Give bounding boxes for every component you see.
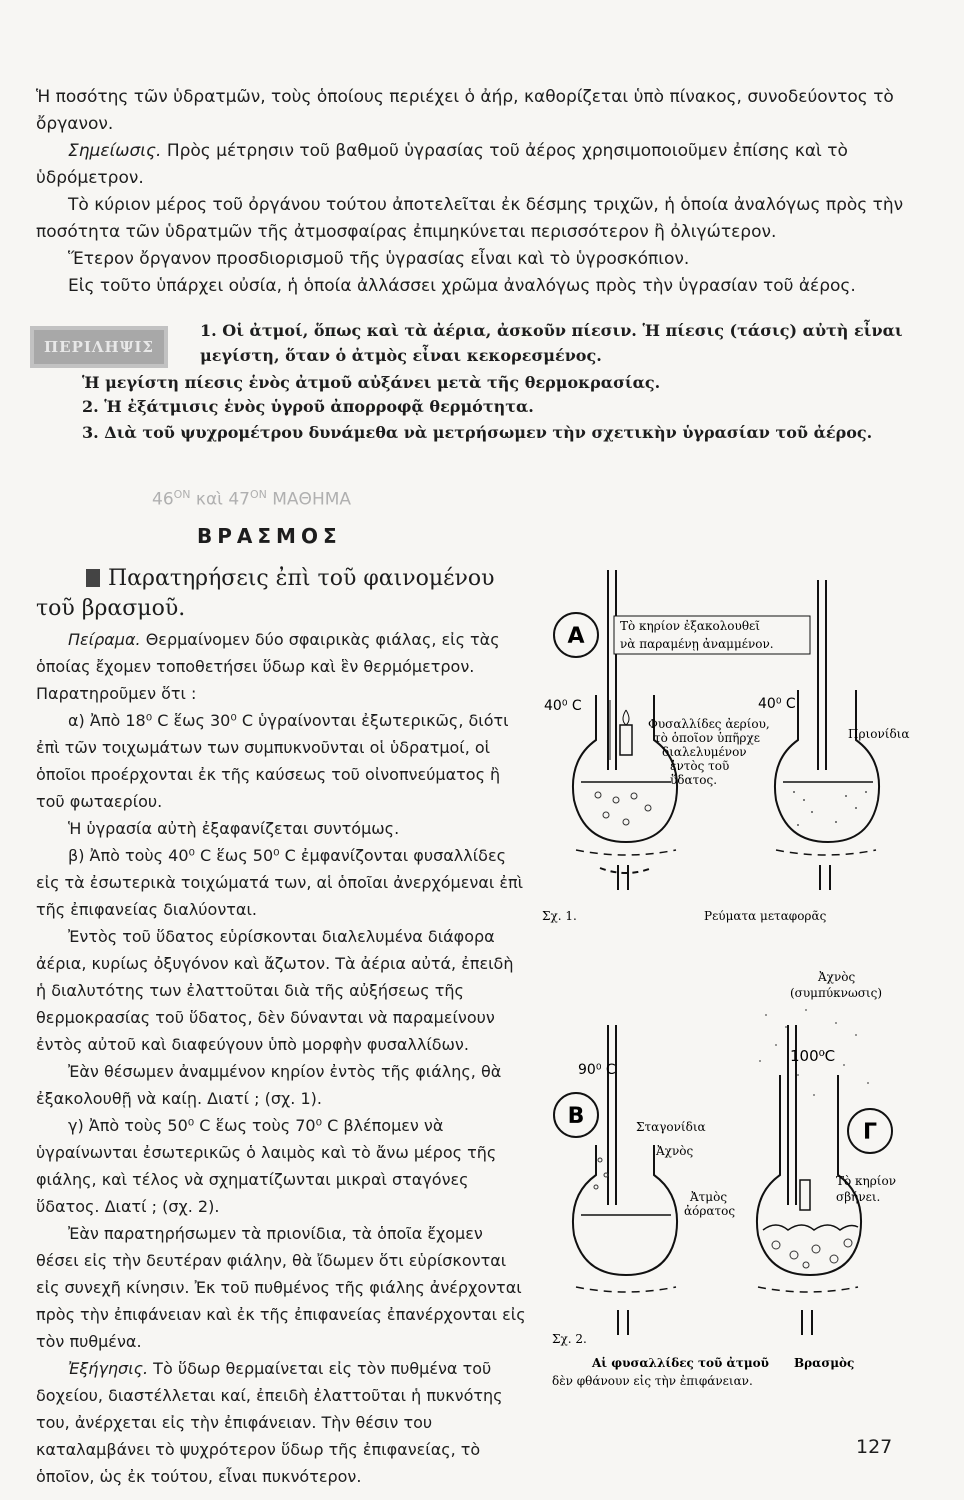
paragraph-alpha: α) Ἀπὸ 18⁰ C ἕως 30⁰ C ὑγραίνονται ἐξωτερικῶς, διότι ἐπὶ τῶν τοιχωμάτων των συμπυκνοῦνται οἱ ὑδρατμοί, οἱ ὁποῖοι προέρχονται ἐκ τῆς καύσεως τοῦ οἰνοπνεύματος ἢ τοῦ φωταερίου. [36,711,509,811]
summary-item-3: 3. Διὰ τοῦ ψυχρομέτρου δυνάμεθα νὰ μετρήσωμεν τὴν σχετικὴν ὑγρασίαν τοῦ ἀέρος. [82,423,873,442]
fog-label-1: Ἀχνὸς [818,970,856,984]
temp-g: 100⁰C [790,1047,836,1065]
summary-item-1: 1. Οἱ ἀτμοί, ὅπως καὶ τὰ ἀέρια, ἀσκοῦν πίεσιν. Ἡ πίεσις (τάσις) αὐτὴ εἶναι μεγίστη, ὅταν ὁ ἀτμὸς εἶναι κεκορεσμένος. [200,321,903,365]
steam-label-2: ἀόρατος [684,1204,736,1218]
paragraph-hygroscope: Ἕτερον ὄργανον προσδιορισμοῦ τῆς ὑγρασίας εἶναι καὶ τὸ ὑγροσκόπιον. [68,249,690,269]
figure-1-diagram [536,560,936,960]
summary-item-2: 2. Ἡ ἐξάτμισις ἑνὸς ὑγροῦ ἀπορροφᾷ θερμότητα. [82,397,534,416]
convection-caption: Ρεύματα μεταφορᾶς [704,909,827,923]
candle-out-2: σβήνει. [836,1190,881,1204]
boiling-caption: Βρασμὸς [794,1356,855,1370]
paragraph-gamma-2: Ἐὰν παρατηρήσωμεν τὰ πριονίδια, τὰ ὁποῖα ἔχομεν θέσει εἰς τὴν δευτέραν φιάλην, θὰ ἴδωμεν ὅτι εὑρίσκονται εἰς συνεχῆ κίνησιν. Ἐκ τοῦ πυθμένος τῆς φιάλης ἀνέρχονται πρὸς τὴν ἐπιφάνειαν καὶ ἐκ τῆς ἐπιφανείας ἐπανέρχονται εἰς τὸν πυθμένα. [36,1224,526,1351]
paragraph-substance: Εἰς τοῦτο ὑπάρχει οὐσία, ἡ ὁποία ἀλλάσσει χρῶμα ἀναλόγως πρὸς τὴν ὑγρασίαν τοῦ ἀέρος. [68,276,856,296]
boiling-bubbles [772,1239,852,1268]
page-title: ΒΡΑΣΜΟΣ [197,524,342,548]
summary-item-1b: Ἡ μεγίστη πίεσις ἑνὸς ἀτμοῦ αὐξάνει μετὰ τῆς θερμοκρασίας. [82,373,661,392]
drops-label: Σταγονίδια [636,1120,706,1134]
paragraph-note [36,138,908,192]
section-heading: Παρατηρήσεις ἐπὶ τοῦ φαινομένου τοῦ βρασμοῦ. [36,566,495,621]
paragraph-explanation: Ἐξήγησις. Τὸ ὕδωρ θερμαίνεται εἰς τὸν πυθμένα τοῦ δοχείου, διαστέλλεται καί, ἐπειδὴ ἐλαττοῦται ἡ πυκνότης του, ἀνέρχεται εἰς τὴν ἐπιφάνειαν. Τὴν θέσιν του καταλαμβάνει τὸ ψυχρότερον ὕδωρ τῆς ἐπιφανείας, τὸ ὁποῖον, ὡς ἐκ τούτου, εἶναι πυκνότερον. [36,1359,503,1486]
candle-out-1: Τὸ κηρίον [836,1174,897,1188]
figure-2-caption: Σχ. 2. [552,1332,587,1346]
candle-left [620,710,632,755]
steam-label-1: Ἀτμὸς [690,1190,728,1204]
bubbles-caption-1: Αἱ φυσαλλίδες τοῦ ἀτμοῦ [592,1356,769,1370]
convection-dots [793,791,867,826]
temp-right: 40⁰ C [758,696,796,712]
bubbles-note-1: Φυσαλλίδες ἀερίου, [648,717,770,731]
candle-note-2: νὰ παραμένῃ ἀναμμένον. [620,637,774,651]
note-text: Πρὸς μέτρησιν τοῦ βαθμοῦ ὑγρασίας τοῦ ἀέρος χρησιμοποιοῦμεν ἐπίσης καὶ τὸ ὑδρόμετρον. [36,141,848,188]
paragraph-hygrometer-table: Ἡ ποσότης τῶν ὑδρατμῶν, τοὺς ὁποίους περιέχει ὁ ἀήρ, καθορίζεται ὑπὸ πίνακος, συνοδεύοντος τὸ ὄργανον. [36,87,894,134]
figure-1-caption: Σχ. 1. [542,909,577,923]
paragraph-beta-3: Ἐὰν θέσωμεν ἀναμμένον κηρίον ἐντὸς τῆς φιάλης, θὰ ἐξακολουθῇ νὰ καίῃ. Διατί ; (σχ. 1). [36,1062,502,1108]
bubbles-note-5: ὕδατος. [670,773,718,787]
candle-note-1: Τὸ κηρίον ἐξακολουθεῖ [620,619,760,633]
fog-label-2: (συμπύκνωσις) [790,986,883,1000]
paragraph-alpha-2: Ἡ ὑγρασία αὐτὴ ἐξαφανίζεται συντόμως. [68,819,400,838]
paragraph-hair-hygrometer: Τὸ κύριον μέρος τοῦ ὀργάνου τούτου ἀποτελεῖται ἐκ δέσμης τριχῶν, ἡ ὁποία ἀναλόγως πρὸς τὴν ποσότητα τῶν ὑδρατμῶν τῆς ἀτμοσφαίρας ἐπιμηκύνεται περισσότερον ἢ ὀλιγώτερον. [36,195,904,242]
paragraph-experiment: Πείραμα. Θερμαίνομεν δύο σφαιρικὰς φιάλας, εἰς τὰς ὁποίας ἔχομεν τοποθετήσει ὕδωρ καὶ ἓν θερμόμετρον. Παρατηροῦμεν ὅτι : [36,630,500,703]
paragraph-beta-2: Ἐντὸς τοῦ ὕδατος εὑρίσκονται διαλελυμένα διάφορα ἀέρια, κυρίως ὀξυγόνον καὶ ἄζωτον. Τὰ ἀέρια αὐτά, ἐπειδὴ ἡ διαλυτότης των ἐλαττοῦται διὰ τῆς αὐξήσεως τῆς θερμοκρασίας τοῦ ὕδατος, δὲν δύνανται νὰ παραμείνουν ἐντὸς αὐτοῦ καὶ διαφεύγουν ὑπὸ μορφὴν φυσαλλίδων. [36,927,514,1054]
figure-1-label-a: Α [567,624,585,649]
bubbles-left [595,792,651,825]
figure-2-diagram [536,965,936,1395]
figure-2-label-b: Β [567,1104,585,1129]
lesson-number: $46^{ON}$ καὶ $47^{ON}$ ΜΑΘΗΜΑ [152,488,352,510]
top-text [36,84,908,300]
temp-left: 40⁰ C [544,698,582,714]
main-column [36,626,526,1490]
bubbles-note-2: τὸ ὁποῖον ὑπῆρχε [654,731,760,745]
sawdust-label: Πριονίδια [848,727,910,741]
bubbles-caption-2: δὲν φθάνουν εἰς τὴν ἐπιφάνειαν. [552,1374,753,1388]
haze-label: Ἀχνὸς [656,1144,694,1158]
note-label: Σημείωσις. [68,141,162,161]
bubbles-note-3: διαλελυμένον [662,745,747,759]
temp-b: 90⁰ C [578,1062,616,1078]
summary-badge: ΠΕΡΙΛΗΨΙΣ [34,330,164,364]
page-number: 127 [856,1436,893,1458]
figure-2-label-g: Γ [862,1120,878,1145]
paragraph-beta: β) Ἀπὸ τοὺς 40⁰ C ἕως 50⁰ C ἐμφανίζονται φυσαλλίδες εἰς τὰ ἐσωτερικὰ τοιχώματά των, αἱ ὁποῖαι ἀνερχόμεναι ἐπὶ τῆς ἐπιφανείας διαλύονται. [36,846,524,919]
paragraph-gamma: γ) Ἀπὸ τοὺς 50⁰ C ἕως τοὺς 70⁰ C βλέπομεν νὰ ὑγραίνωνται ἐσωτερικῶς ὁ λαιμὸς καὶ τὸ ἄνω μέρος τῆς φιάλης, καὶ τέλος νὰ σχηματίζωνται μικραὶ σταγόνες ὕδατος. Διατί ; (σχ. 2). [36,1116,497,1216]
bubbles-note-4: ἐντὸς τοῦ [670,759,730,773]
bullet-square-icon [86,569,100,587]
